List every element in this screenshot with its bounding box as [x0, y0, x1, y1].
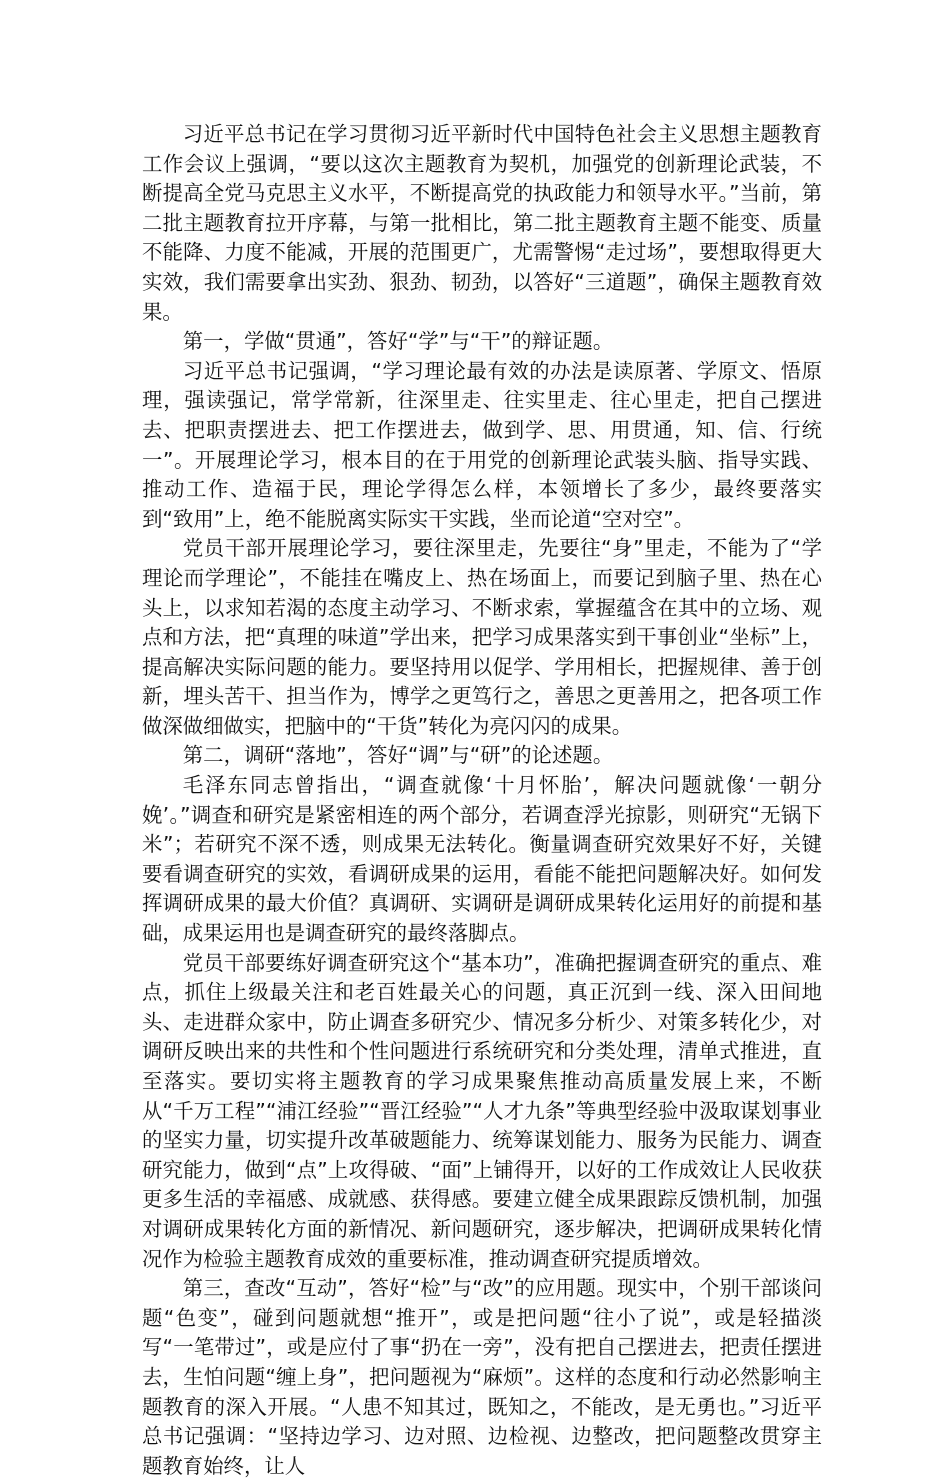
document-body [142, 120, 822, 1481]
paragraph: 党员干部开展理论学习，要往深里走，先要往“身”里走，不能为了“学理论而学理论”，不能挂在嘴皮上、热在场面上，而要记到脑子里、热在心头上，以求知若渴的态度主动学习、不断求索，掌握蕴含在其中的立场、观点和方法，把“真理的味道”学出来，把学习成果落实到干事创业“坐标”上，提高解决实际问题的能力。要坚持用以促学、学用相长，把握规律、善于创新，埋头苦干、担当作为，博学之更笃行之，善思之更善用之，把各项工作做深做细做实，把脑中的“干货”转化为亮闪闪的成果。 [142, 536, 822, 738]
paragraph-intro: 习近平总书记在学习贯彻习近平新时代中国特色社会主义思想主题教育工作会议上强调，“要以这次主题教育为契机，加强党的创新理论武装，不断提高全党马克思主义水平，不断提高党的执政能力和领导水平。”当前，第二批主题教育拉开序幕，与第一批相比，第二批主题教育主题不能变、质量不能降、力度不能减，开展的范围更广，尤需警惕“走过场”，要想取得更大实效，我们需要拿出实劲、狠劲、韧劲，以答好“三道题”，确保主题教育效果。 [142, 122, 822, 324]
section-heading-first: 第一，学做“贯通”，答好“学”与“干”的辩证题。 [182, 329, 614, 354]
paragraph: 党员干部要练好调查研究这个“基本功”，准确把握调查研究的重点、难点，抓住上级最关注和老百姓最关心的问题，真正沉到一线、深入田间地头、走进群众家中，防止调查多研究少、情况多分析少、对策多转化少，对调研反映出来的共性和个性问题进行系统研究和分类处理，清单式推进，直至落实。要切实将主题教育的学习成果聚焦推动高质量发展上来，不断从“千万工程”“浦江经验”“晋江经验”“人才九条”等典型经验中汲取谋划事业的坚实力量，切实提升改革破题能力、统筹谋划能力、服务为民能力、调查研究能力，做到“点”上攻得破、“面”上铺得开，以好的工作成效让人民收获更多生活的幸福感、成就感、获得感。要建立健全成果跟踪反馈机制，加强对调研成果转化方面的新情况、新问题研究，逐步解决，把调研成果转化情况作为检验主题教育成效的重要标准，推动调查研究提质增效。 [142, 950, 822, 1271]
section-heading-third: 第三，查改“互动”，答好“检”与“改”的应用题。现实中，个别干部谈问题“色变”，碰到问题就想“推开”，或是把问题“往小了说”，或是轻描淡写“一笔带过”，或是应付了事“扔在一旁”，没有把自己摆进去，把责任摆进去，生怕问题“缠上身”，把问题视为“麻烦”。这样的态度和行动必然影响主题教育的深入开展。“人患不知其过，既知之，不能改，是无勇也。”习近平总书记强调：“坚持边学习、边对照、边检视、边整改，把问题整改贯穿主题教育始终，让人 [142, 1276, 822, 1478]
paragraph: 习近平总书记强调，“学习理论最有效的办法是读原著、学原文、悟原理，强读强记，常学常新，往深里走、往实里走、往心里走，把自己摆进去、把职责摆进去、把工作摆进去，做到学、思、用贯通，知、信、行统一”。开展理论学习，根本目的在于用党的创新理论武装头脑、指导实践、推动工作、造福于民，理论学得怎么样，本领增长了多少，最终要落实到“致用”上，绝不能脱离实际实干实践，坐而论道“空对空”。 [142, 358, 822, 531]
section-heading-second: 第二，调研“落地”，答好“调”与“研”的论述题。 [182, 743, 614, 768]
paragraph: 毛泽东同志曾指出，“调查就像‘十月怀胎’，解决问题就像‘一朝分娩’。”调查和研究是紧密相连的两个部分，若调查浮光掠影，则研究“无锅下米”；若研究不深不透，则成果无法转化。衡量调查研究效果好不好，关键要看调查研究的实效，看调研成果的运用，看能不能把问题解决好。如何发挥调研成果的最大价值？真调研、实调研是调研成果转化运用好的前提和基础，成果运用也是调查研究的最终落脚点。 [142, 773, 822, 946]
